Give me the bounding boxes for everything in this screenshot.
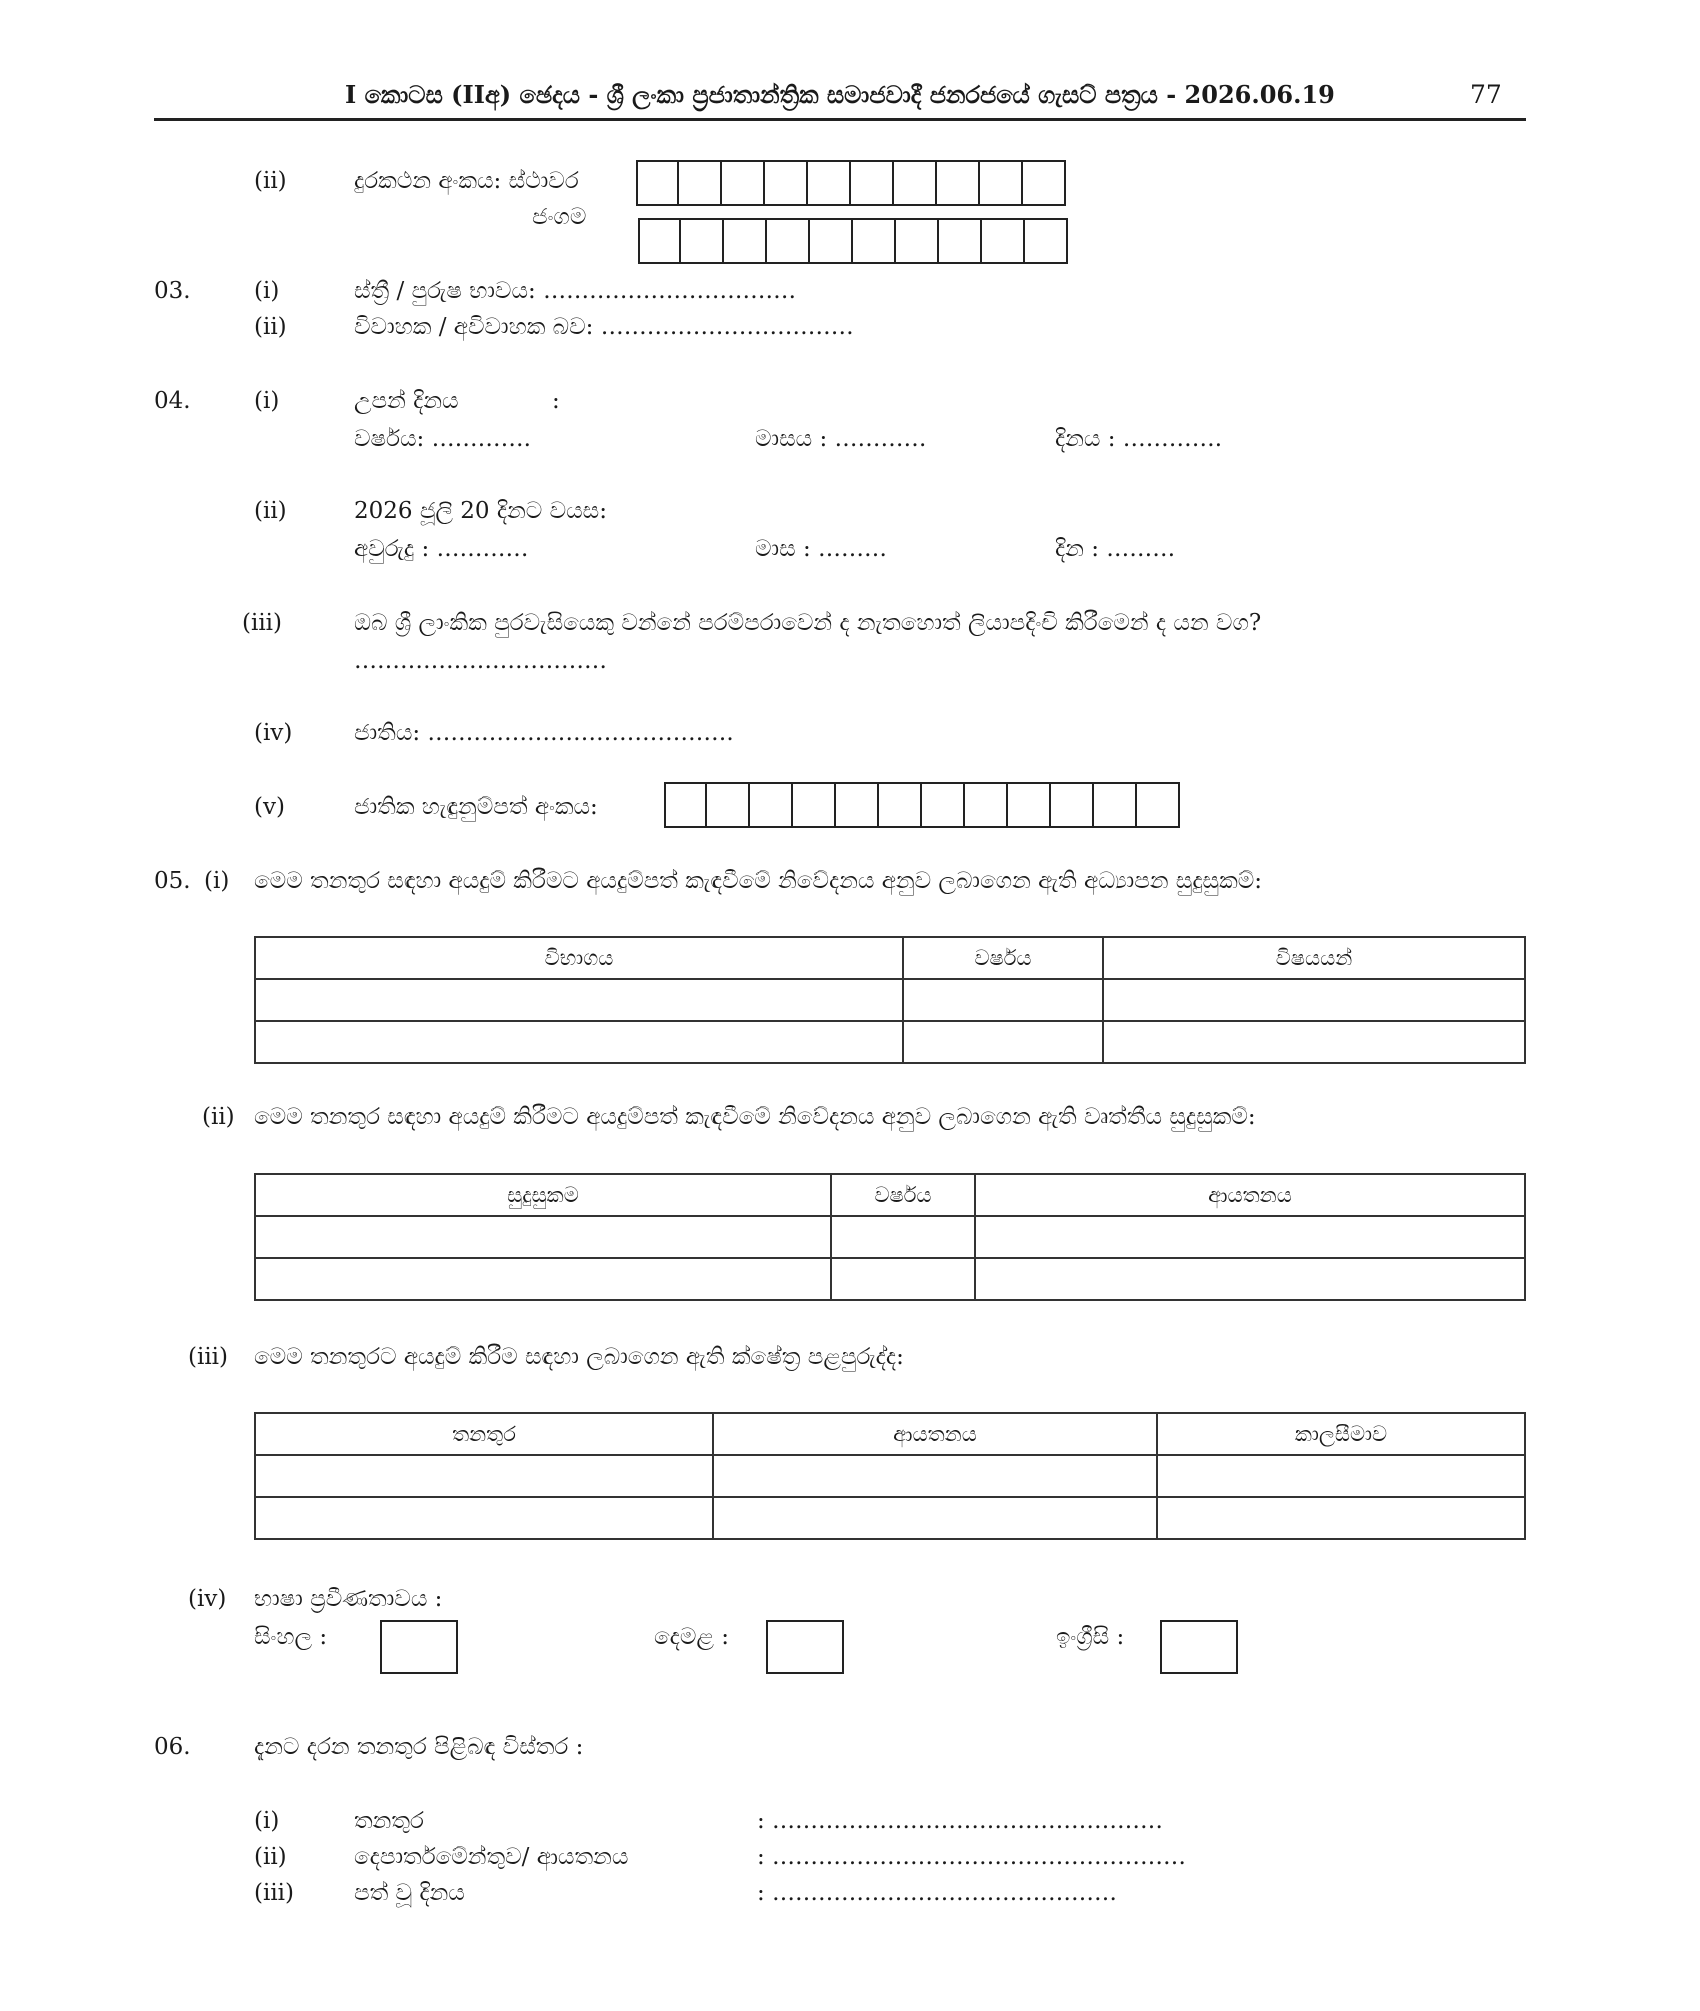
page-number: 77 xyxy=(1470,80,1502,109)
age-years-field[interactable]: අවුරුදු : ………… xyxy=(354,536,529,562)
s05-iii-number: (iii) xyxy=(188,1344,229,1370)
section-05-number: 05. xyxy=(154,868,191,894)
table-cell[interactable] xyxy=(1157,1497,1525,1539)
s04-iii-number: (iii) xyxy=(242,610,283,636)
section-03-number: 03. xyxy=(154,278,191,304)
nic-label: ජාතික හැඳුනුම්පත් අංකය: xyxy=(354,794,598,820)
current-post-heading: දැනට දරන තනතුර පිළිබඳ විස්තර : xyxy=(254,1734,584,1760)
digit-box[interactable] xyxy=(664,782,707,828)
mobile-phone-boxes[interactable] xyxy=(638,218,1068,264)
column-header: කාලසීමාව xyxy=(1157,1413,1525,1455)
digit-box[interactable] xyxy=(939,218,982,264)
digit-box[interactable] xyxy=(1023,160,1066,206)
table-cell[interactable] xyxy=(903,1021,1103,1063)
digit-box[interactable] xyxy=(636,160,679,206)
digit-box[interactable] xyxy=(1137,782,1180,828)
digit-box[interactable] xyxy=(1025,218,1068,264)
professional-qualifications-heading: මෙම තනතුර සඳහා අයදුම් කිරීමට අයදුම්පත් කැඳවීමේ නිවේදනය අනුව ලබාගෙන ඇති වෘත්තීය සුදුසුකම්: xyxy=(254,1104,1256,1130)
table-row[interactable] xyxy=(255,1455,1525,1497)
age-months-field[interactable]: මාස : ……… xyxy=(755,536,888,562)
table-cell[interactable] xyxy=(255,1216,831,1258)
digit-box[interactable] xyxy=(679,160,722,206)
digit-box[interactable] xyxy=(922,782,965,828)
digit-box[interactable] xyxy=(750,782,793,828)
table-header-row xyxy=(255,1174,1525,1216)
table-cell[interactable] xyxy=(713,1455,1157,1497)
table-cell[interactable] xyxy=(255,1021,903,1063)
table-cell[interactable] xyxy=(255,1258,831,1300)
field-experience-table xyxy=(254,1412,1526,1540)
digit-box[interactable] xyxy=(793,782,836,828)
table-cell[interactable] xyxy=(975,1216,1525,1258)
table-row[interactable] xyxy=(255,1258,1525,1300)
header-rule xyxy=(154,118,1526,121)
table-row[interactable] xyxy=(255,1497,1525,1539)
s03-item-number: (i) xyxy=(254,278,280,304)
birth-date-label: උපන් දිනය xyxy=(354,388,459,414)
s04-v-number: (v) xyxy=(254,794,285,820)
appointment-date-label: පත් වූ දිනය xyxy=(354,1880,465,1906)
digit-box[interactable] xyxy=(980,160,1023,206)
digit-box[interactable] xyxy=(853,218,896,264)
table-cell[interactable] xyxy=(255,1497,713,1539)
column-header: සුදුසුකම xyxy=(255,1174,831,1216)
table-cell[interactable] xyxy=(975,1258,1525,1300)
digit-box[interactable] xyxy=(724,218,767,264)
birth-month-field[interactable]: මාසය : ………… xyxy=(755,426,927,452)
marital-status-field[interactable]: විවාහක / අවිවාහක බව: …………………………… xyxy=(354,314,854,340)
table-cell[interactable] xyxy=(1103,979,1525,1021)
column-header: තනතුර xyxy=(255,1413,713,1455)
educational-qualifications-table xyxy=(254,936,1526,1064)
digit-box[interactable] xyxy=(810,218,853,264)
digit-box[interactable] xyxy=(638,218,681,264)
table-cell[interactable] xyxy=(903,979,1103,1021)
column-header: වර්ෂය xyxy=(831,1174,975,1216)
table-header-row xyxy=(255,937,1525,979)
s06-item-number: (i) xyxy=(254,1808,280,1834)
digit-box[interactable] xyxy=(707,782,750,828)
digit-box[interactable] xyxy=(879,782,922,828)
digit-box[interactable] xyxy=(1008,782,1051,828)
digit-box[interactable] xyxy=(808,160,851,206)
digit-box[interactable] xyxy=(1051,782,1094,828)
digit-box[interactable] xyxy=(896,218,939,264)
s05-iv-number: (iv) xyxy=(188,1586,227,1612)
section-06-number: 06. xyxy=(154,1734,191,1760)
s05-i-number: (i) xyxy=(204,868,230,894)
table-cell[interactable] xyxy=(255,1455,713,1497)
age-days-field[interactable]: දින : ……… xyxy=(1055,536,1176,562)
current-post-field[interactable]: : …………………………………………… xyxy=(757,1808,1164,1834)
table-cell[interactable] xyxy=(831,1216,975,1258)
table-row[interactable] xyxy=(255,1021,1525,1063)
digit-box[interactable] xyxy=(982,218,1025,264)
table-row[interactable] xyxy=(255,979,1525,1021)
table-cell[interactable] xyxy=(1103,1021,1525,1063)
department-field[interactable]: : ……………………………………………… xyxy=(757,1844,1187,1870)
column-header: ආයතනය xyxy=(975,1174,1525,1216)
birth-year-field[interactable]: වර්ෂය: …………. xyxy=(354,426,531,452)
column-header: විෂයයන් xyxy=(1103,937,1525,979)
s04-iv-number: (iv) xyxy=(254,720,293,746)
digit-box[interactable] xyxy=(681,218,724,264)
page-header-title: I කොටස (IIඅ) ඡෙදය - ශ්‍රී ලංකා ප්‍රජාතාන්ත්‍රික සමාජවාදී ජනරජයේ ගැසට් පත්‍රය - 2026.06.19 xyxy=(345,80,1335,109)
citizenship-answer-field[interactable]: …………………………… xyxy=(354,648,607,674)
language-proficiency-label: භාෂා ප්‍රවීණතාවය : xyxy=(254,1586,443,1612)
s06-item-number: (iii) xyxy=(254,1880,295,1906)
citizenship-question: ඔබ ශ්‍රී ලාංකික පුරවැසියෙකු වන්නේ පරම්පරාවෙන් ද නැතහොත් ලියාපදිංචි කිරීමෙන් ද යන වග? xyxy=(354,610,1262,636)
english-checkbox[interactable] xyxy=(1160,1620,1238,1674)
sinhala-label: සිංහල : xyxy=(254,1624,328,1650)
sinhala-checkbox[interactable] xyxy=(380,1620,458,1674)
birth-date-colon: : xyxy=(552,388,560,414)
digit-box[interactable] xyxy=(965,782,1008,828)
nic-number-boxes[interactable] xyxy=(664,782,1180,828)
digit-box[interactable] xyxy=(851,160,894,206)
section-04-number: 04. xyxy=(154,388,191,414)
phone-item-number: (ii) xyxy=(254,168,287,194)
digit-box[interactable] xyxy=(836,782,879,828)
table-cell[interactable] xyxy=(713,1497,1157,1539)
digit-box[interactable] xyxy=(1094,782,1137,828)
professional-qualifications-table xyxy=(254,1173,1526,1301)
birth-day-field[interactable]: දිනය : …………. xyxy=(1055,426,1223,452)
educational-qualifications-heading: මෙම තනතුර සඳහා අයදුම් කිරීමට අයදුම්පත් කැඳවීමේ නිවේදනය අනුව ලබාගෙන ඇති අධ්‍යාපන සුදුසුකම්: xyxy=(254,868,1263,894)
s04-ii-number: (ii) xyxy=(254,498,287,524)
digit-box[interactable] xyxy=(894,160,937,206)
age-label: 2026 ජූලි 20 දිනට වයස: xyxy=(354,498,607,524)
s04-i-number: (i) xyxy=(254,388,280,414)
phone-label: දුරකථන අංකය: ස්ථාවර xyxy=(354,168,579,194)
gender-field[interactable]: ස්ත්‍රී / පුරුෂ භාවය: …………………………… xyxy=(354,278,797,304)
department-label: දෙපාර්තමේන්තුව/ ආයතනය xyxy=(354,1844,629,1870)
table-header-row xyxy=(255,1413,1525,1455)
s03-item-number: (ii) xyxy=(254,314,287,340)
digit-box[interactable] xyxy=(765,160,808,206)
column-header: වර්ෂය xyxy=(903,937,1103,979)
english-label: ඉංග්‍රීසි : xyxy=(1056,1624,1125,1650)
digit-box[interactable] xyxy=(767,218,810,264)
field-experience-heading: මෙම තනතුරට අයදුම් කිරීම සඳහා ලබාගෙන ඇති ක්ෂේත්‍ර පළපුරුද්ද: xyxy=(254,1344,904,1370)
fixed-phone-boxes[interactable] xyxy=(636,160,1066,206)
tamil-checkbox[interactable] xyxy=(766,1620,844,1674)
current-post-label: තනතුර xyxy=(354,1808,424,1834)
tamil-label: දෙමළ : xyxy=(654,1624,730,1650)
table-cell[interactable] xyxy=(1157,1455,1525,1497)
appointment-date-field[interactable]: : ……………………………………… xyxy=(757,1880,1118,1906)
mobile-label: ජංගම xyxy=(532,204,587,230)
table-cell[interactable] xyxy=(255,979,903,1021)
table-cell[interactable] xyxy=(831,1258,975,1300)
column-header: ආයතනය xyxy=(713,1413,1157,1455)
s06-item-number: (ii) xyxy=(254,1844,287,1870)
column-header: විභාගය xyxy=(255,937,903,979)
s05-ii-number: (ii) xyxy=(202,1104,235,1130)
digit-box[interactable] xyxy=(937,160,980,206)
nationality-field[interactable]: ජාතිය: …………………………………. xyxy=(354,720,734,746)
table-row[interactable] xyxy=(255,1216,1525,1258)
digit-box[interactable] xyxy=(722,160,765,206)
